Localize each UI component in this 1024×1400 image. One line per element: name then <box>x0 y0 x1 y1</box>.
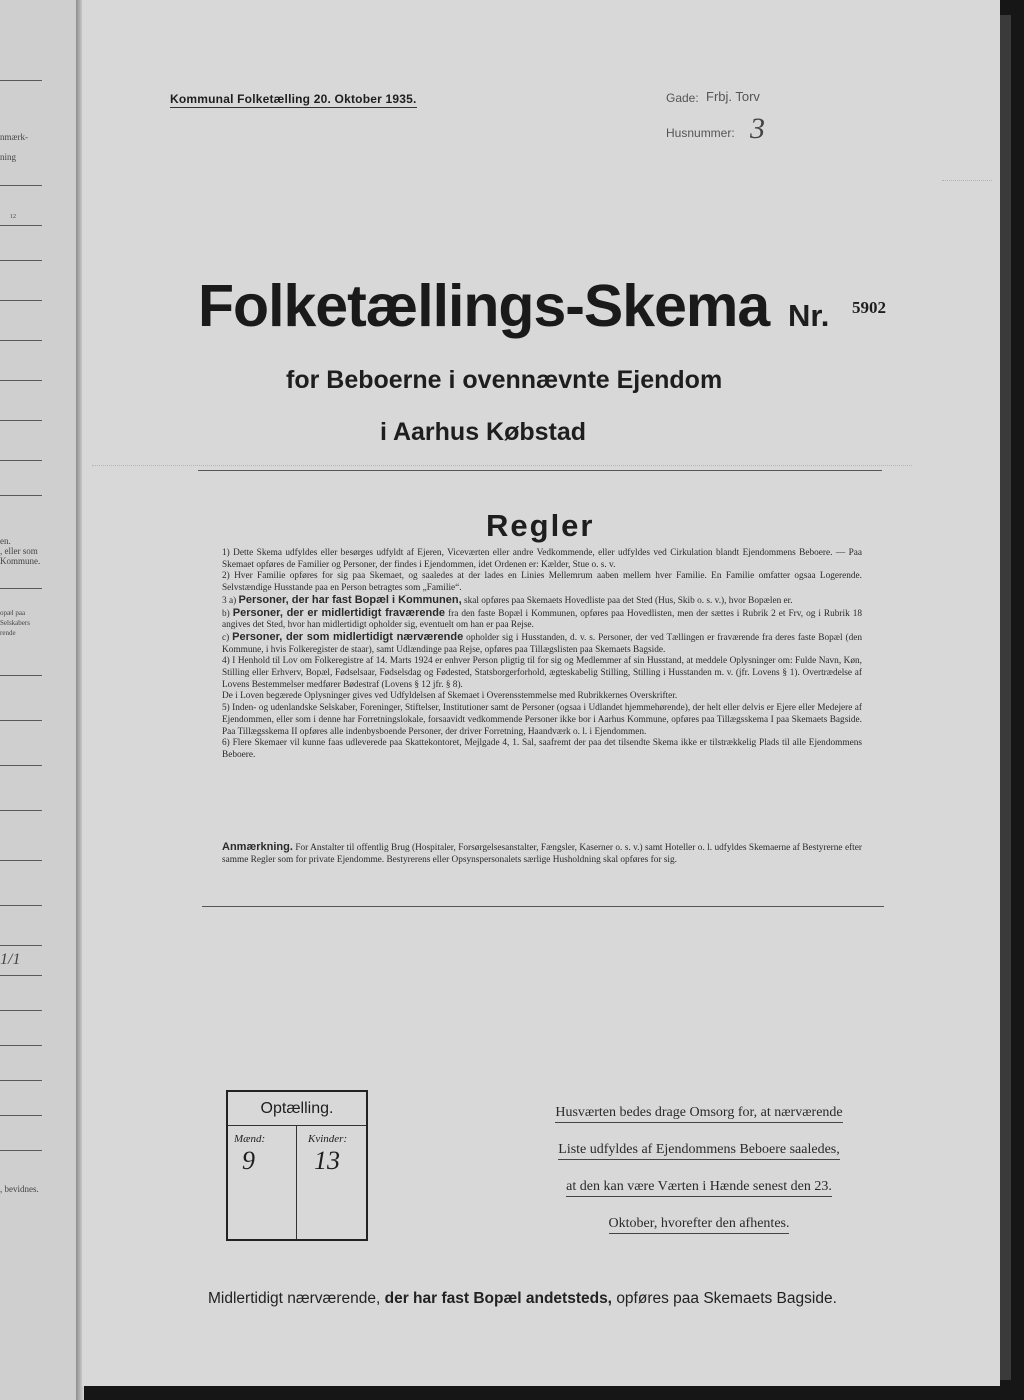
street-label: Gade: <box>666 91 699 105</box>
rule-1: 1) Dette Skema udfyldes eller besørges udfyldt af Ejeren, Viceværten eller andre Vedkommende, eller udfyldes ved Cirkulation blandt Ejendommens Beboere. — Paa Skemaet opføres de Familier og Personer, der findes i Ejendommen, idet Ordenen er: Kælder, Stue o. s. v. <box>222 548 862 570</box>
page-edge <box>1000 15 1011 1380</box>
notice-line: Husværten bedes drage Omsorg for, at nærværende <box>555 1105 842 1123</box>
bleed-through-line <box>942 180 992 181</box>
margin-line <box>0 495 42 496</box>
margin-line <box>0 225 42 226</box>
census-header: Kommunal Folketælling 20. Oktober 1935. <box>170 92 417 106</box>
margin-line <box>0 1080 42 1081</box>
margin-line <box>0 810 42 811</box>
form-number-label: Nr. <box>788 298 830 333</box>
rule-3a-heading: Personer, der har fast Bopæl i Kommunen, <box>238 593 462 606</box>
margin-text: Kommune. <box>0 556 41 566</box>
margin-text: , eller som <box>0 546 38 556</box>
margin-text: opæl paa <box>0 609 26 617</box>
footer-bold: der har fast Bopæl andetsteds, <box>384 1290 612 1307</box>
form-title: Folketællings-Skema <box>198 273 770 339</box>
rule-3a-text: skal opføres paa Skemaets Hovedliste paa det Sted (Hus, Skib o. s. v.), hvor Bopælen er. <box>463 595 793 606</box>
street-value: Frbj. Torv <box>706 89 760 104</box>
margin-text: 12 <box>10 214 16 220</box>
rule-3b-text: fra den faste Bopæl i Kommunen, opføres paa Hovedlisten, men der sættes i Rubrik 2 et Frv, og i Rubrik 18 angives det Sted, hvor han midlertidigt opholder sig, eventuelt om han er paa Rejse. <box>222 608 863 631</box>
margin-line <box>0 905 42 906</box>
margin-line <box>0 1115 42 1116</box>
notice-line: at den kan være Værten i Hænde senest den 23. <box>566 1179 832 1197</box>
margin-text: en. <box>0 536 11 546</box>
house-number-value: 3 <box>750 112 765 145</box>
rule-3c-heading: Personer, der som midlertidigt nærværende <box>232 630 464 643</box>
rules-text <box>222 548 862 762</box>
count-divider <box>296 1125 297 1239</box>
house-number-label: Husnummer: <box>666 126 735 140</box>
rule-3c-num: c) <box>222 632 230 643</box>
rule-4b: De i Loven begærede Oplysninger gives ved Udfyldelsen af Skemaet i Overensstemmelse med Rubrikkernes Overskrifter. <box>222 691 678 702</box>
footer-pre: Midlertidigt nærværende, <box>208 1290 381 1307</box>
margin-line <box>0 765 42 766</box>
notice-line: Oktober, hvorefter den afhentes. <box>609 1216 790 1234</box>
rules-heading: Regler <box>486 508 595 543</box>
notice-line: Liste udfyldes af Ejendommens Beboere saaledes, <box>558 1142 839 1160</box>
margin-line <box>0 460 42 461</box>
men-count: 9 <box>242 1146 255 1175</box>
margin-line <box>0 1045 42 1046</box>
margin-text: , bevidnes. <box>0 1184 39 1194</box>
margin-line <box>0 300 42 301</box>
margin-line <box>0 1150 42 1151</box>
margin-line <box>0 260 42 261</box>
rule-2: 2) Hver Familie opføres for sig paa Skemaet, og saaledes at der lades en Linies Mellemrum aaben mellem hver Familie. En Familie omfatter ogsaa Logerende. Selvstændige Husstande paa en Person betragtes som „Familie“. <box>222 571 862 594</box>
rule-5: 5) Inden- og udenlandske Selskaber, Foreninger, Stiftelser, Institutioner samt de Personer (ogsaa i Udlandet hjemmehørende), der helt eller delvis er Ejere eller Medejere af Ejendommen, eller som i denne har Forretningslokale, forsaavidt vedkommende Personer ikke bor i Aarhus Kommune, opføres paa Tillægsskema I paa Skemaets Bagside. Paa Tillægsskema II opføres alle indenbysboende Personer, der driver Forretning, Haandværk o. l. i Ejendommen. <box>222 703 862 737</box>
margin-line <box>0 860 42 861</box>
margin-line <box>0 945 42 946</box>
footer-note <box>208 1290 837 1308</box>
form-subtitle-city: i Aarhus Købstad <box>380 418 587 446</box>
rule-6: 6) Flere Skemaer vil kunne faas udleverede paa Skattekontoret, Mejlgade 4, 1. Sal, saafremt der paa det tilsendte Skema ikke er tilstrækkelig Plads til alle Ejendommens Beboere. <box>222 738 862 760</box>
rule-3b-num: b) <box>222 608 230 619</box>
margin-line <box>0 80 42 81</box>
margin-line <box>0 588 42 589</box>
margin-line <box>0 185 42 186</box>
women-label: Kvinder: <box>308 1133 348 1145</box>
count-title: Optælling. <box>260 1100 334 1117</box>
margin-text: rende <box>0 629 16 637</box>
left-page-margin <box>0 0 80 1400</box>
divider <box>198 470 882 471</box>
margin-text: nmærk- <box>0 132 28 142</box>
form-subtitle: for Beboerne i ovennævnte Ejendom <box>286 366 723 394</box>
margin-line <box>0 420 42 421</box>
divider <box>202 906 884 907</box>
rule-3b-heading: Personer, der er midlertidigt fraværende <box>232 606 446 619</box>
form-number-value: 5902 <box>852 298 886 317</box>
margin-line <box>0 720 42 721</box>
remark-label: Anmærkning. <box>222 841 293 853</box>
bleed-through-line <box>92 465 912 466</box>
margin-text: Selskabers <box>0 619 30 627</box>
margin-handwriting: 1/1 <box>0 951 21 968</box>
margin-line <box>0 380 42 381</box>
remark <box>222 842 862 866</box>
rule-3b <box>222 608 862 632</box>
margin-line <box>0 340 42 341</box>
men-label: Mænd: <box>234 1133 266 1145</box>
remark-text: For Anstalter til offentlig Brug (Hospitaler, Forsørgelsesanstalter, Fængsler, Kaserner o. s. v.) samt Hoteller o. l. udfyldes Skemaerne af Bestyrerne efter samme Regler som for private Ejendomme. Bestyrerens eller Opsynspersonalets særlige Husholdning skal opføres for sig. <box>222 843 862 865</box>
count-divider <box>228 1125 366 1126</box>
census-form-page <box>82 0 1000 1386</box>
margin-line <box>0 1010 42 1011</box>
margin-line <box>0 675 42 676</box>
footer-post: opføres paa Skemaets Bagside. <box>616 1290 837 1307</box>
rule-3c-text: opholder sig i Husstanden, d. v. s. Personer, der ved Tællingen er fraværende fra deres faste Bopæl (den Kommune, i hvis Folkeregister de staar), samt Udlændinge paa Rejse, opføres paa Tillægslisten paa Skemaets Bagside. <box>222 632 863 655</box>
landlord-notice <box>526 1094 872 1242</box>
margin-text: ning <box>0 152 17 162</box>
women-count: 13 <box>314 1146 340 1175</box>
rule-3a-num: 3 a) <box>222 595 237 606</box>
rule-3c <box>222 632 862 656</box>
rule-4: 4) I Henhold til Lov om Folkeregistre af 14. Marts 1924 er enhver Person pligtig til for sig og Medlemmer af sin Husstand, at meddele Oplysninger om: Fulde Navn, Køn, Stilling eller Erhverv, Bopæl, Fødselsaar, Fødselsdag og Fødested, Statsborgerforhold, ægteskabelig Stilling, Stilling i Husstanden m. v. (jfr. Lovens § 1). Overtrædelse af Lovens Bestemmelser medfører Bødestraf (Lovens § 12 jfr. § 8). <box>222 656 862 690</box>
count-box <box>226 1090 368 1241</box>
margin-line <box>0 975 42 976</box>
